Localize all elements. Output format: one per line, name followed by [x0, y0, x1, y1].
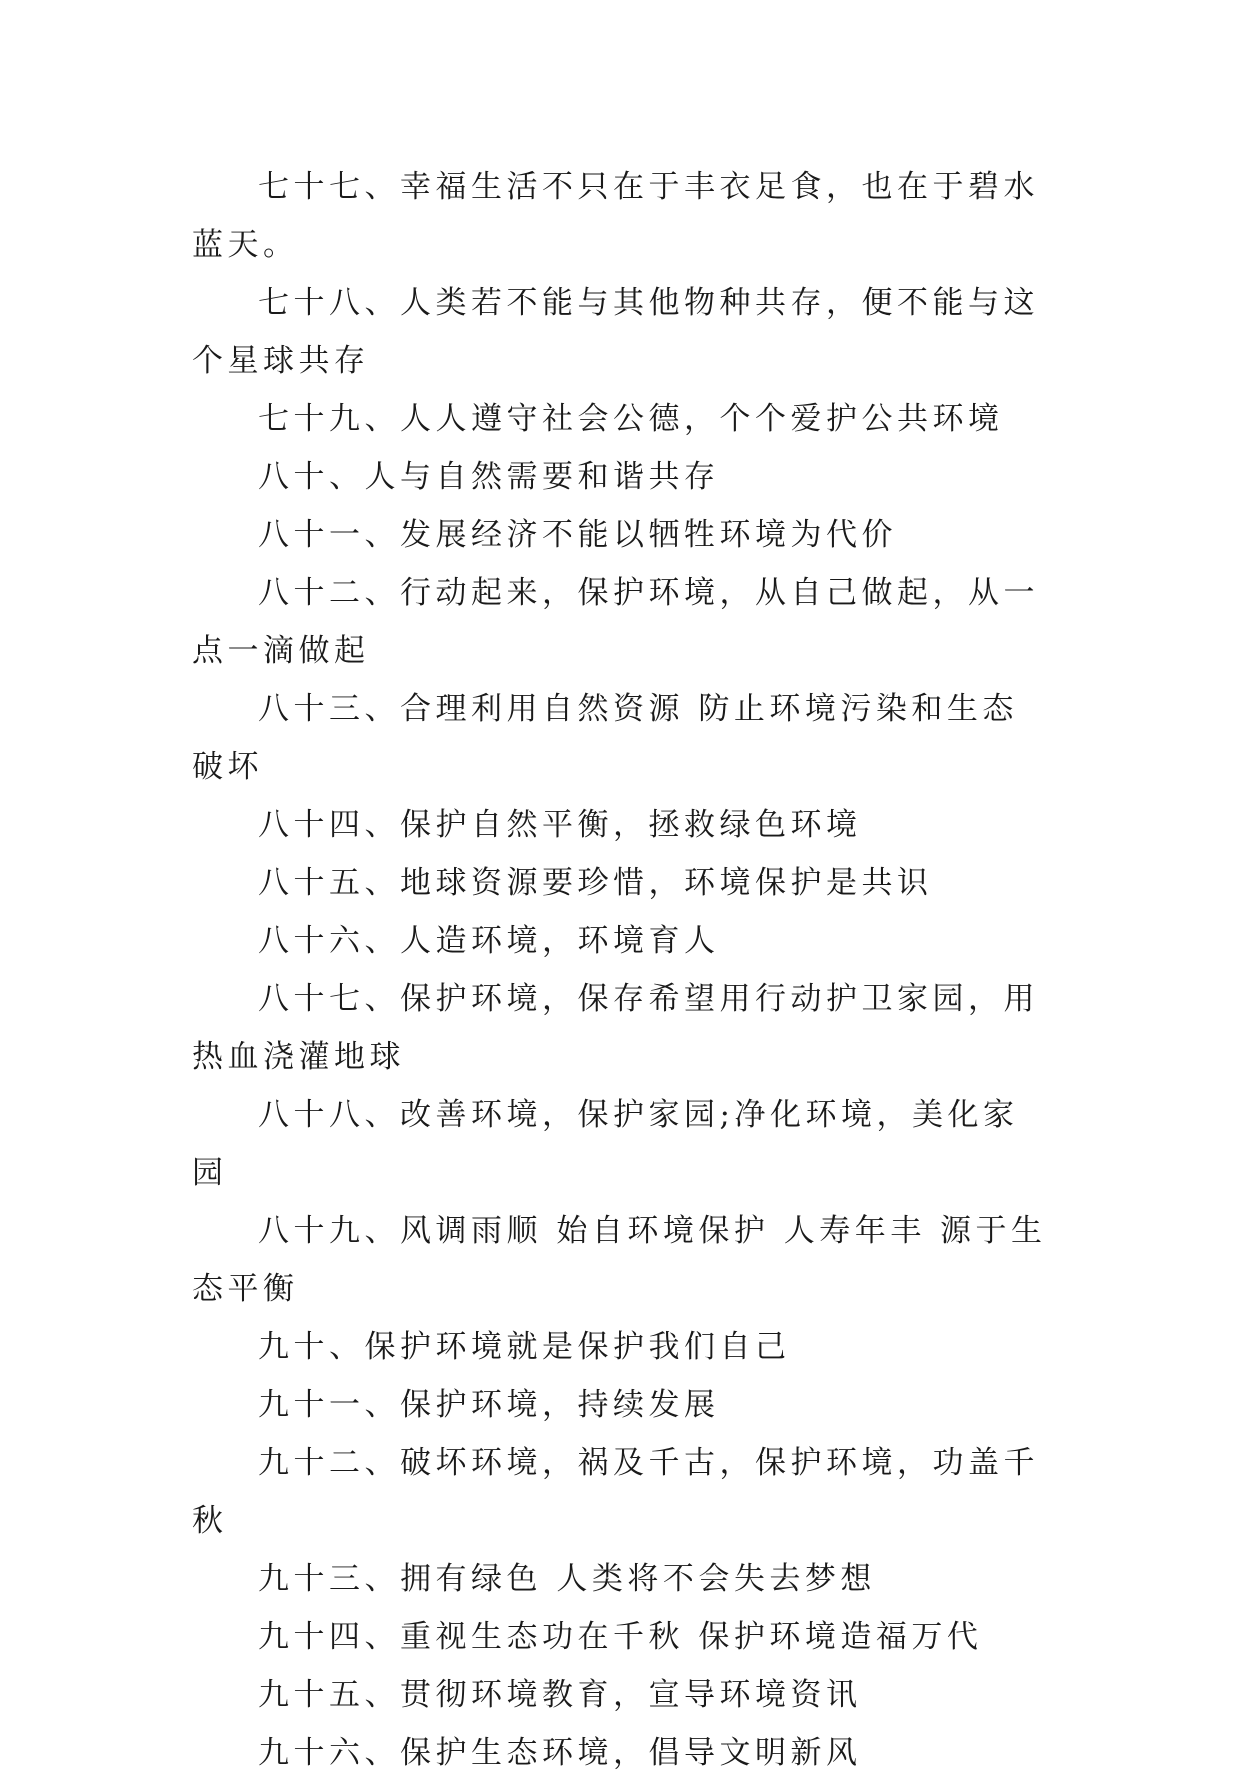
paragraph: 九十四、重视生态功在千秋 保护环境造福万代	[258, 1619, 983, 1655]
paragraph: 八十三、合理利用自然资源 防止环境污染和生态破坏	[192, 691, 1018, 785]
paragraph: 八十九、风调雨顺 始自环境保护 人寿年丰 源于生态平衡	[192, 1213, 1047, 1307]
paragraph: 九十五、贯彻环境教育，宣导环境资讯	[258, 1677, 862, 1713]
paragraph: 九十二、破坏环境，祸及千古，保护环境，功盖千秋	[192, 1445, 1039, 1539]
paragraph: 九十六、保护生态环境，倡导文明新风	[258, 1735, 862, 1771]
paragraph: 七十八、人类若不能与其他物种共存，便不能与这个星球共存	[192, 285, 1039, 379]
paragraph: 八十一、发展经济不能以牺牲环境为代价	[258, 517, 897, 553]
paragraph: 七十七、幸福生活不只在于丰衣足食，也在于碧水蓝天。	[192, 169, 1039, 263]
document-body	[192, 158, 1052, 1782]
paragraph: 八十四、保护自然平衡，拯救绿色环境	[258, 807, 862, 843]
paragraph: 八十五、地球资源要珍惜，环境保护是共识	[258, 865, 933, 901]
paragraph: 八十六、人造环境，环境育人	[258, 923, 720, 959]
paragraph: 七十九、人人遵守社会公德，个个爱护公共环境	[258, 401, 1004, 437]
paragraph: 九十一、保护环境，持续发展	[258, 1387, 720, 1423]
paragraph: 八十七、保护环境，保存希望用行动护卫家园，用热血浇灌地球	[192, 981, 1039, 1075]
paragraph: 九十三、拥有绿色 人类将不会失去梦想	[258, 1561, 876, 1597]
paragraph: 八十、人与自然需要和谐共存	[258, 459, 720, 495]
paragraph: 八十二、行动起来，保护环境，从自己做起，从一点一滴做起	[192, 575, 1039, 669]
paragraph: 九十、保护环境就是保护我们自己	[258, 1329, 791, 1365]
paragraph: 八十八、改善环境，保护家园;净化环境，美化家园	[192, 1097, 1019, 1191]
